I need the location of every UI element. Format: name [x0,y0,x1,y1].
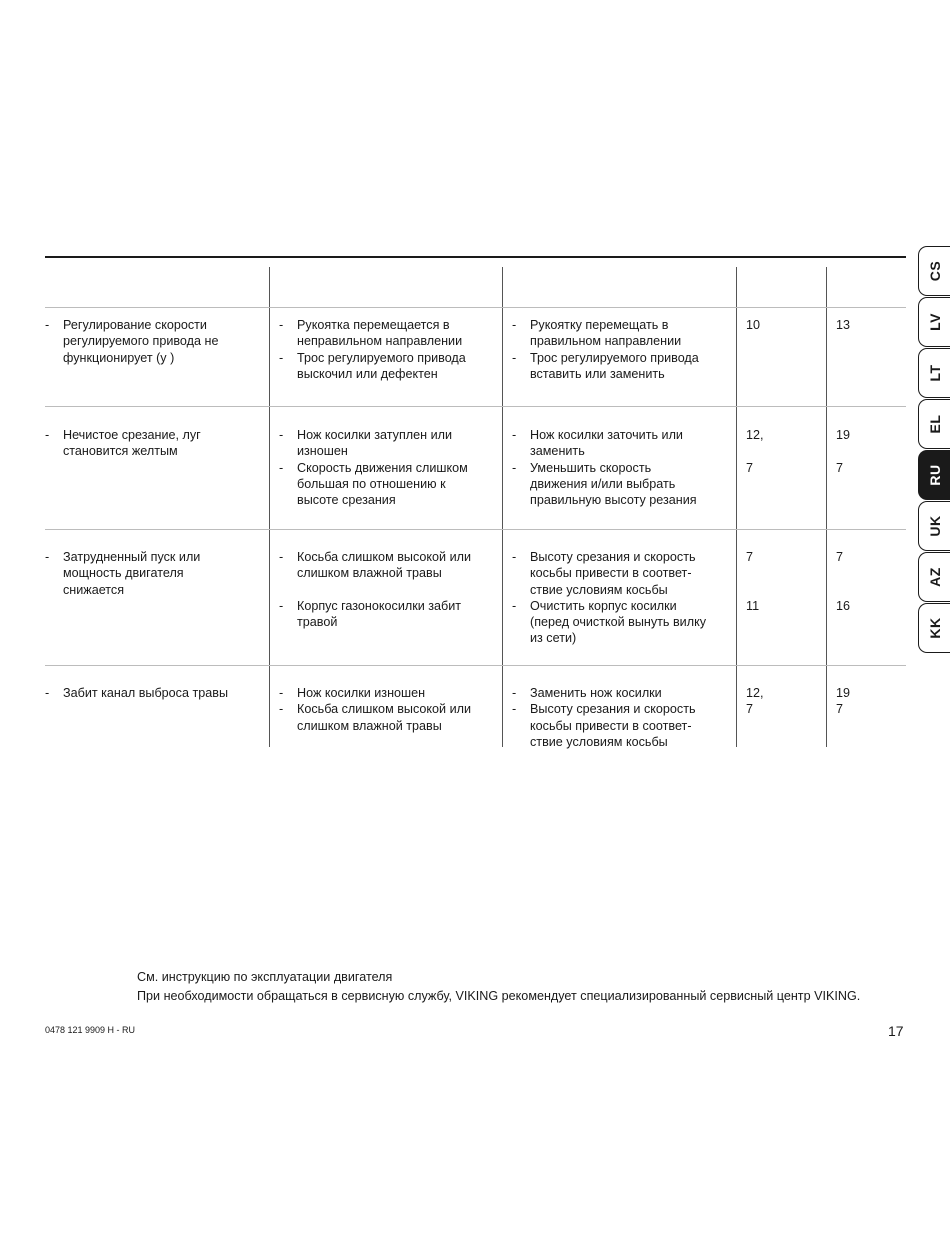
causes-item [279,685,471,701]
problem-cell [45,549,200,598]
causes-item [279,549,471,582]
remedies-line: правильном направлении [530,334,682,349]
problem-item [45,427,201,460]
causes-item [279,317,466,350]
remedy-cell [512,685,696,750]
language-tab-label: AZ [926,567,943,587]
language-tab-label: LT [926,364,943,382]
causes-line: слишком влажной травы [297,566,442,581]
column-divider [502,267,503,747]
page-reference: 13 [836,318,851,332]
causes-line: изношен [297,444,348,459]
page-reference: 7 [836,702,844,716]
causes-line: большая по отношению к [297,476,446,491]
table-top-rule [45,256,906,258]
language-tab-label: LV [926,313,943,331]
problem-item [45,317,218,366]
causes-line: травой [297,614,338,629]
remedies-line: косьбы привести в соответ- [530,718,692,733]
remedies-line: - Рукоятку перемещать в [530,318,669,332]
remedies-line: заменить [530,444,585,459]
remedies-item [512,350,699,383]
language-tab-label: EL [926,414,943,434]
remedies-line: - Трос регулируемого привода [530,350,699,365]
remedies-line: - Высоту срезания и скорость [530,550,696,564]
footnote-service: При необходимости обращаться в сервисную службу, VIKING рекомендует специализированный сервисный центр VIKING. [137,989,861,1003]
problem-line: функционирует (у ) [63,350,175,365]
page-reference: 19 [836,686,851,700]
problem-line: становится желтым [63,444,178,459]
row-divider [45,529,906,530]
language-tab-label: KK [926,617,943,639]
remedies-line: движения и/или выбрать [530,476,676,491]
language-tab-label: RU [926,464,943,486]
column-divider [269,267,270,747]
column-divider [826,267,827,747]
causes-line: неправильном направлении [297,334,463,349]
causes-item [279,598,471,631]
remedies-line: - Нож косилки заточить или [530,428,683,442]
page-reference: 7 [836,550,844,564]
language-tab-lt[interactable] [918,348,950,398]
causes-line: - Рукоятка перемещается в [297,318,450,332]
problem-line: мощность двигателя [63,566,184,581]
remedies-line: (перед очисткой вынуть вилку [530,615,707,630]
cause-cell [279,685,471,734]
causes-line: - Корпус газонокосилки забит [297,598,462,613]
remedies-line: ствие условиям косьбы [530,734,668,749]
causes-line: - Косьба слишком высокой или [297,702,472,717]
language-tab-kk[interactable] [918,603,950,653]
page-reference: 16 [836,599,851,613]
problem-item [45,549,200,598]
remedy-cell [512,427,697,508]
remedies-line: правильную высоту резания [530,493,697,508]
document-number: 0478 121 9909 H - RU [45,1025,136,1035]
remedies-line: из сети) [530,631,577,646]
cause-cell [279,317,466,382]
language-tab-uk[interactable] [918,501,950,551]
page-reference: 12, [746,428,764,442]
problem-cell [45,685,228,701]
row-divider [45,665,906,666]
page-reference: 12, [746,686,764,700]
remedies-line: - Заменить нож косилки [530,686,662,700]
page-reference: 19 [836,428,851,442]
problem-item [45,685,228,701]
remedies-line: - Высоту срезания и скорость [530,702,696,717]
cause-cell [279,549,471,630]
row-divider [45,307,906,308]
causes-line: слишком влажной травы [297,718,442,733]
cause-cell [279,427,468,508]
page-number: 17 [888,1023,904,1039]
causes-line: - Косьба слишком высокой или [297,550,472,564]
remedies-item [512,549,706,598]
problem-line: регулируемого привода не [63,334,219,349]
footnote-engine-manual: См. инструкцию по эксплуатации двигателя [137,970,393,984]
page-reference: 7 [746,550,754,564]
causes-line: - Трос регулируемого привода [297,350,466,365]
language-tab-ru[interactable] [918,450,950,500]
page-reference: 7 [746,461,754,475]
causes-item [279,350,466,383]
remedies-line: вставить или заменить [530,366,665,381]
language-tab-cs[interactable] [918,246,950,296]
page-reference: 11 [746,599,760,613]
remedies-item [512,427,697,460]
language-tab-az[interactable] [918,552,950,602]
causes-line: - Скорость движения слишком [297,460,468,475]
problem-cell [45,317,218,366]
causes-line: высоте срезания [297,493,396,508]
causes-item [279,460,468,509]
remedies-line: косьбы привести в соответ- [530,566,692,581]
remedies-item [512,598,706,647]
page-reference: 7 [746,702,754,716]
causes-item [279,701,471,734]
remedies-item [512,460,697,509]
language-tab-label: CS [926,260,943,282]
row-divider [45,406,906,407]
language-tab-label: UK [926,515,943,537]
causes-item [279,427,468,460]
causes-line: - Нож косилки затуплен или [297,428,453,442]
remedies-line: ствие условиям косьбы [530,582,668,597]
remedies-line: - Уменьшить скорость [530,460,652,475]
problem-line: снижается [63,582,125,597]
column-divider [736,267,737,747]
problem-cell [45,427,201,460]
problem-line: - Нечистое срезание, луг [63,428,201,442]
remedies-item [512,685,696,701]
problem-line: - Регулирование скорости [63,318,207,332]
problem-line: - Затрудненный пуск или [63,550,201,564]
remedies-line: - Очистить корпус косилки [530,598,677,613]
language-tab-el[interactable] [918,399,950,449]
language-tab-lv[interactable] [918,297,950,347]
causes-line: выскочил или дефектен [297,366,438,381]
page-reference: 10 [746,318,761,332]
remedy-cell [512,317,699,382]
page-reference: 7 [836,461,844,475]
problem-line: - Забит канал выброса травы [63,686,229,700]
remedies-item [512,317,699,350]
causes-line: - Нож косилки изношен [297,686,426,700]
remedy-cell [512,549,706,647]
remedies-item [512,701,696,750]
